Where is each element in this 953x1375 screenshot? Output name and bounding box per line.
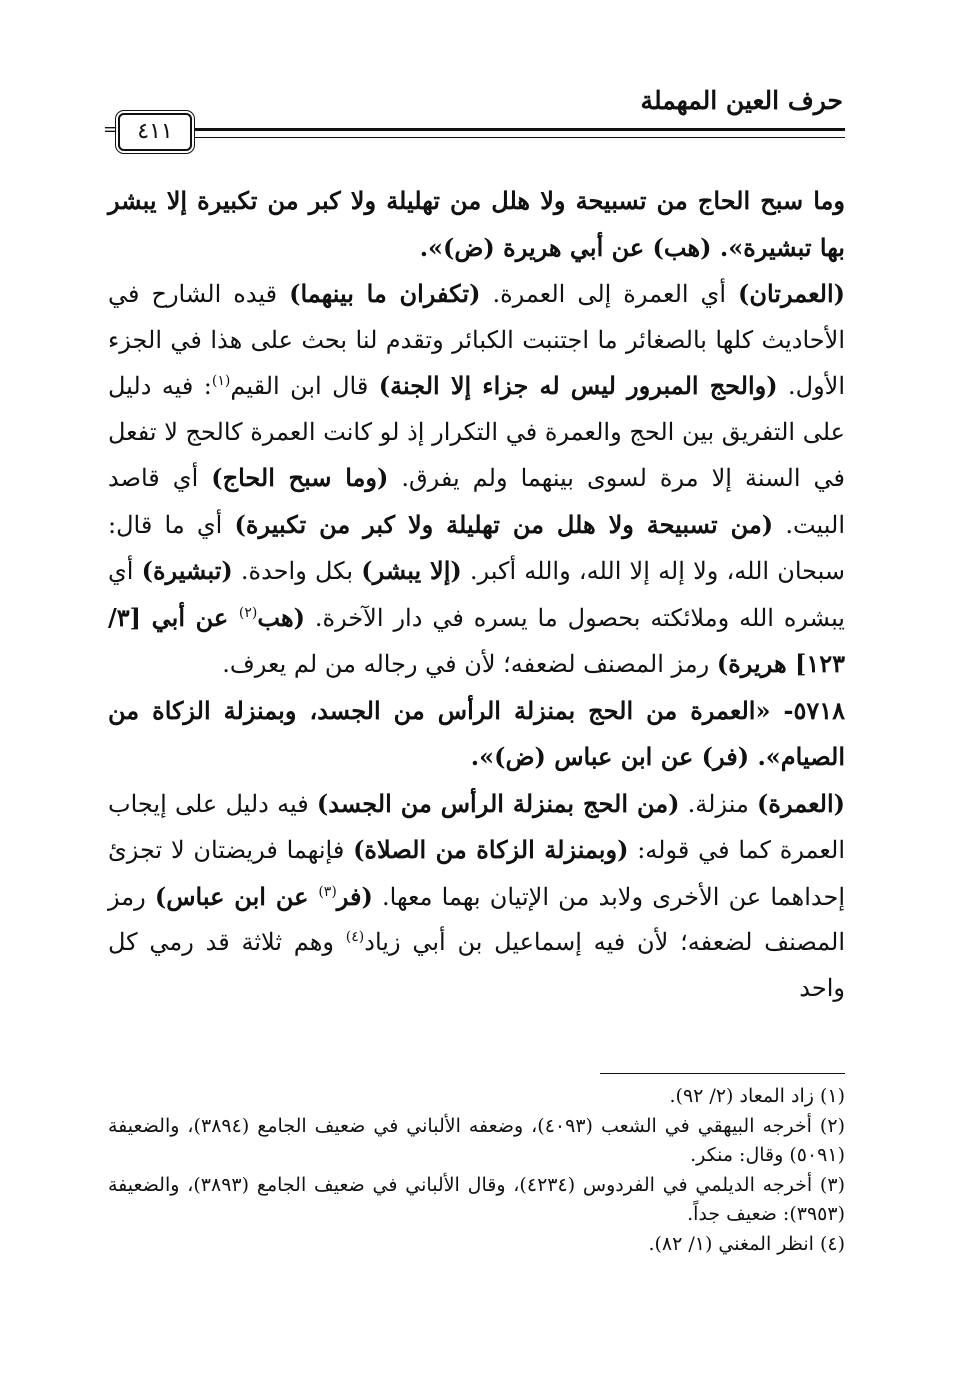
footnote-reference[interactable]: (٤) [345,929,365,945]
commentary-text: وهم ثلاثة قد رمي كل واحد [108,928,845,1002]
quoted-phrase: (من تسبيحة ولا هلل من تهليلة ولا كبر من تكبيرة) [234,509,774,539]
commentary-text: رمز المصنف لضعفه؛ لأن فيه إسماعيل بن أبي زياد [108,882,845,956]
main-text [108,178,845,1011]
quoted-phrase: عن ابن عباس) [154,881,319,911]
footnote-1: (١) زاد المعاد (٢/ ٩٢). [669,1085,845,1107]
commentary-text: قال ابن القيم [230,372,379,400]
quoted-phrase: (العمرتان) [737,279,845,308]
commentary-text: فيه دليل على إيجاب العمرة كما في قوله: [108,789,845,864]
quoted-phrase: عن أبي [٣/ ١٢٣] هريرة) [108,602,845,678]
quoted-phrase: (العمرة) [757,788,846,818]
header-rule [190,128,845,138]
commentary-text: بكل واحدة. [232,557,362,585]
footnote-2: (٢) أخرجه البيهقي في الشعب (٤٠٩٣)، وضعفه الألباني في ضعيف الجامع (٣٨٩٤)، والضعيفة (٥٠٩١) وقال: منكر. [108,1114,845,1166]
hadith-text: ٥٧١٨- «العمرة من الحج بمنزلة الرأس من الجسد، وبمنزلة الزكاة من الصيام». [108,695,845,771]
footnote-reference[interactable]: (١) [211,373,231,389]
hadith-source: (فر) عن ابن عباس (ض)». [470,742,758,771]
quoted-phrase: (تكفران ما بينهما) [289,279,481,308]
footnote-4: (٤) انظر المغني (١/ ٨٢). [648,1232,845,1255]
quoted-phrase: (هب [257,602,305,632]
running-title: حرف العين المهملة [640,86,843,115]
commentary-text: قيده الشارح في الأحاديث كلها بالصغائر ما اجتنبت الكبائر وتقدم لنا بحث على هذا في الجزء الأول. [108,280,846,400]
footnote-3: (٣) أخرجه الديلمي في الفردوس (٤٢٣٤)، وقال الألباني في ضعيف الجامع (٣٨٩٣)، والضعيفة (٣٩٥٣): ضعيف جداً. [108,1173,845,1225]
commentary-text: أي قاصد البيت. [108,464,846,539]
hadith-text: وما سبح الحاج من تسبيحة ولا هلل من تهليلة ولا كبر من تكبيرة إلا يبشر بها تبشيرة». (هب) عن أبي هريرة (ض)». [108,186,845,262]
footnote-reference[interactable]: (٣) [318,883,337,900]
paragraph-commentary-2 [108,781,845,1012]
commentary-text: أي العمرة إلى العمرة. [480,280,738,308]
footnote-rule [600,1073,845,1074]
paragraph-hadith-continuation [108,178,845,271]
commentary-text: أي يبشره الله وملائكته بحصول ما يسره في دار الآخرة. [108,557,845,632]
commentary-text: منزلة. [679,789,758,818]
quoted-phrase: (تبشيرة) [141,556,233,585]
quoted-phrase: (فر [336,881,373,911]
page-number: ٤١١ [118,113,192,151]
paragraph-commentary-1 [108,271,845,688]
paragraph-hadith-5718 [108,688,845,781]
commentary-text: رمز المصنف لضعفه؛ لأن في رجاله من لم يعرف. [222,650,717,678]
footnote-reference[interactable]: (٢) [238,604,258,621]
quoted-phrase: (من الحج بمنزلة الرأس من الجسد) [316,788,680,818]
commentary-text: : فيه دليل على التفريق بين الحج والعمرة في التكرار إذ لو كانت العمرة كالحج لا تفعل في السنة إلا مرة لسوى بينهما ولم يفرق. [108,372,845,492]
quoted-phrase: (وبمنزلة الزكاة من الصلاة) [353,835,629,864]
header-end-mark: = [103,119,119,140]
quoted-phrase: (إلا يبشر) [361,556,462,585]
quoted-phrase: (وما سبح الحاج) [211,463,389,492]
commentary-text: فإنهما فريضتان لا تجزئ إحداهما عن الأخرى ولابد من الإتيان بهما معها. [108,836,845,911]
commentary-text: أي ما قال: سبحان الله، ولا إله إلا الله، والله أكبر. [108,510,845,585]
quoted-phrase: (والحج المبرور ليس له جزاء إلا الجنة) [378,371,778,400]
footnotes [108,1082,845,1259]
